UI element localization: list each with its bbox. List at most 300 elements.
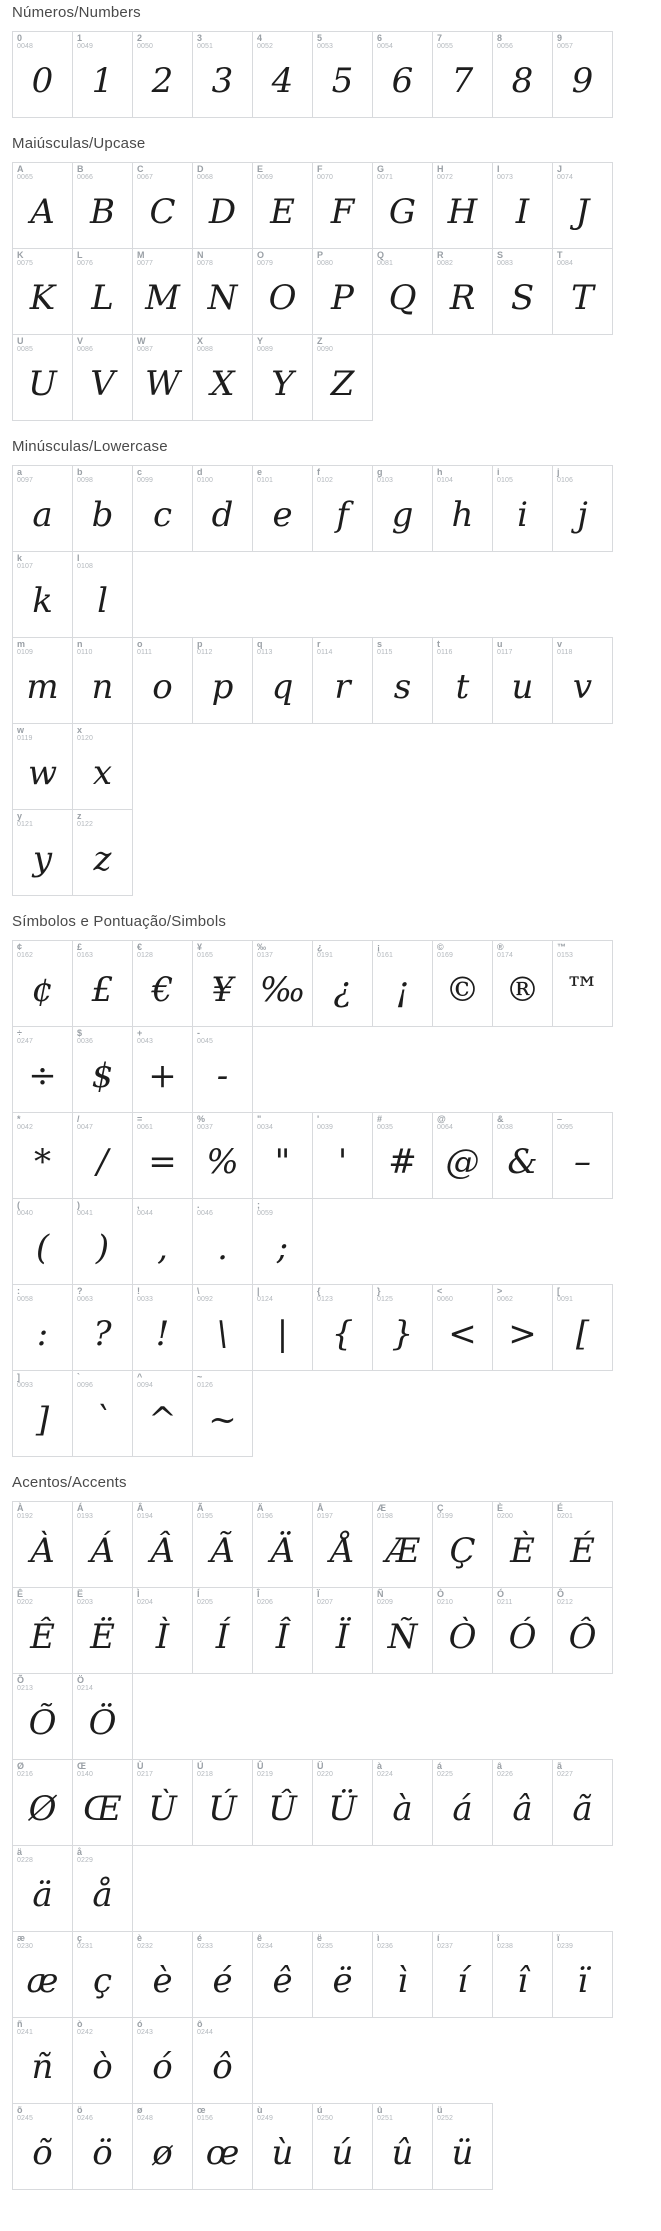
glyph-code-label: 0233 [197, 1943, 213, 1951]
glyph-cell[interactable] [252, 1112, 313, 1199]
glyph-character-label: ® [497, 942, 504, 952]
glyph-cell[interactable] [132, 248, 193, 335]
glyph-cell[interactable] [132, 334, 193, 421]
glyph-code-label: 0069 [257, 174, 273, 182]
glyph-character-label: Y [257, 336, 264, 346]
glyph-preview: v [572, 666, 593, 707]
glyph-cell[interactable] [252, 31, 313, 118]
glyph-code-label: 0095 [557, 1124, 573, 1132]
glyph-meta [17, 1201, 33, 1218]
glyph-preview: / [96, 1141, 109, 1182]
glyph-preview: P [331, 277, 354, 318]
glyph-cell[interactable] [132, 1370, 193, 1457]
glyph-meta [377, 1115, 393, 1132]
glyph-cell[interactable] [72, 31, 133, 118]
glyph-code-label: 0249 [257, 2115, 273, 2123]
sections-container [0, 4, 661, 2189]
glyph-cell[interactable] [252, 1501, 313, 1588]
glyph-cell[interactable] [432, 465, 493, 552]
glyph-cell[interactable] [12, 2103, 73, 2190]
glyph-cell[interactable] [552, 1759, 613, 1846]
glyph-cell[interactable] [312, 1759, 373, 1846]
glyph-meta [77, 943, 93, 960]
glyph-cell[interactable] [492, 162, 553, 249]
glyph-cell[interactable] [372, 1284, 433, 1371]
glyph-meta [437, 1504, 453, 1521]
glyph-meta [17, 337, 33, 354]
glyph-cell[interactable] [252, 248, 313, 335]
glyph-cell[interactable] [552, 1931, 613, 2018]
glyph-row [12, 940, 649, 1112]
glyph-character-label: à [377, 1761, 383, 1771]
glyph-cell[interactable] [192, 334, 253, 421]
glyph-cell[interactable] [72, 1931, 133, 2018]
glyph-cell[interactable] [372, 940, 433, 1027]
glyph-cell[interactable] [12, 551, 73, 638]
glyph-cell[interactable] [372, 1587, 433, 1674]
glyph-meta [317, 1934, 333, 1951]
glyph-character-label: å [77, 1847, 83, 1857]
glyph-cell[interactable] [192, 1026, 253, 1113]
glyph-cell[interactable] [192, 1501, 253, 1588]
glyph-meta [197, 1590, 213, 1607]
glyph-code-label: 0108 [77, 563, 93, 571]
glyph-cell[interactable] [372, 162, 433, 249]
glyph-cell[interactable] [12, 1198, 73, 1285]
glyph-cell[interactable] [492, 1501, 553, 1588]
glyph-preview: À [30, 1530, 55, 1571]
glyph-meta [137, 34, 153, 51]
glyph-code-label: 0113 [257, 649, 273, 657]
glyph-character-label: Ú [197, 1761, 204, 1771]
glyph-cell[interactable] [432, 1501, 493, 1588]
glyph-cell[interactable] [72, 1501, 133, 1588]
glyph-character-label: Î [257, 1589, 260, 1599]
glyph-cell[interactable] [492, 31, 553, 118]
glyph-character-label: b [77, 467, 83, 477]
glyph-cell[interactable] [552, 637, 613, 724]
glyph-cell[interactable] [72, 2017, 133, 2104]
glyph-cell[interactable] [492, 637, 553, 724]
glyph-code-label: 0128 [137, 952, 153, 960]
glyph-cell[interactable] [432, 1112, 493, 1199]
glyph-cell[interactable] [12, 465, 73, 552]
glyph-cell[interactable] [72, 1026, 133, 1113]
glyph-character-label: : [17, 1286, 21, 1296]
glyph-cell[interactable] [312, 940, 373, 1027]
glyph-cell[interactable] [12, 1501, 73, 1588]
glyph-character-label: r [317, 639, 321, 649]
glyph-character-label: ò [77, 2019, 83, 2029]
glyph-cell[interactable] [72, 1284, 133, 1371]
glyph-meta [317, 640, 332, 657]
glyph-cell[interactable] [72, 809, 133, 896]
glyph-cell[interactable] [132, 1284, 193, 1371]
glyph-cell[interactable] [132, 1501, 193, 1588]
glyph-cell[interactable] [12, 1284, 73, 1371]
glyph-cell[interactable] [132, 31, 193, 118]
glyph-cell[interactable] [552, 31, 613, 118]
glyph-cell[interactable] [312, 1284, 373, 1371]
glyph-meta [557, 1590, 573, 1607]
glyph-meta [17, 1762, 33, 1779]
glyph-preview: y [32, 838, 53, 879]
glyph-cell[interactable] [372, 2103, 433, 2190]
glyph-cell[interactable] [432, 162, 493, 249]
glyph-preview: Z [330, 363, 355, 404]
glyph-preview: Ü [328, 1788, 357, 1829]
glyph-preview: H [447, 191, 478, 232]
glyph-preview: à [392, 1788, 413, 1829]
glyph-preview: < [448, 1313, 477, 1354]
glyph-cell[interactable] [12, 1673, 73, 1760]
glyph-preview: \ [216, 1313, 229, 1354]
glyph-character-label: V [77, 336, 84, 346]
glyph-cell[interactable] [192, 637, 253, 724]
glyph-preview: & [507, 1141, 538, 1182]
glyph-code-label: 0202 [17, 1599, 33, 1607]
glyph-cell[interactable] [192, 1112, 253, 1199]
glyph-cell[interactable] [132, 1759, 193, 1846]
glyph-cell[interactable] [72, 1198, 133, 1285]
glyph-meta [137, 468, 153, 485]
glyph-cell[interactable] [552, 465, 613, 552]
glyph-cell[interactable] [552, 940, 613, 1027]
glyph-character-label: K [17, 250, 24, 260]
glyph-cell[interactable] [132, 1026, 193, 1113]
glyph-cell[interactable] [432, 940, 493, 1027]
glyph-meta [557, 1287, 573, 1304]
glyph-preview: ö [92, 2132, 113, 2173]
glyph-cell[interactable] [132, 2017, 193, 2104]
glyph-cell[interactable] [312, 2103, 373, 2190]
glyph-cell[interactable] [492, 1931, 553, 2018]
glyph-cell[interactable] [372, 248, 433, 335]
glyph-cell[interactable] [132, 162, 193, 249]
glyph-cell[interactable] [72, 1112, 133, 1199]
glyph-cell[interactable] [132, 637, 193, 724]
glyph-cell[interactable] [372, 1501, 433, 1588]
glyph-preview: ü [451, 2132, 474, 2173]
glyph-code-label: 0041 [77, 1210, 93, 1218]
glyph-cell[interactable] [252, 1931, 313, 2018]
glyph-cell[interactable] [132, 1931, 193, 2018]
glyph-cell[interactable] [12, 940, 73, 1027]
glyph-cell[interactable] [252, 1198, 313, 1285]
glyph-cell[interactable] [192, 940, 253, 1027]
glyph-cell[interactable] [132, 1112, 193, 1199]
glyph-cell[interactable] [12, 31, 73, 118]
glyph-preview: M [145, 277, 180, 318]
glyph-meta [257, 1934, 273, 1951]
glyph-cell[interactable] [312, 162, 373, 249]
glyph-cell[interactable] [552, 1112, 613, 1199]
glyph-code-label: 0126 [197, 1382, 213, 1390]
glyph-cell[interactable] [12, 1112, 73, 1199]
glyph-character-label: Ó [497, 1589, 505, 1599]
glyph-preview: € [151, 969, 174, 1010]
glyph-code-label: 0123 [317, 1296, 333, 1304]
glyph-cell[interactable] [192, 1284, 253, 1371]
glyph-meta [77, 251, 93, 268]
glyph-meta [317, 337, 333, 354]
glyph-meta [317, 34, 333, 51]
glyph-cell[interactable] [12, 162, 73, 249]
glyph-cell[interactable] [132, 940, 193, 1027]
glyph-code-label: 0227 [557, 1771, 573, 1779]
glyph-meta [17, 1115, 33, 1132]
glyph-cell[interactable] [252, 465, 313, 552]
glyph-cell[interactable] [252, 334, 313, 421]
glyph-cell[interactable] [132, 1198, 193, 1285]
glyph-cell[interactable] [312, 1501, 373, 1588]
glyph-cell[interactable] [132, 1587, 193, 1674]
glyph-code-label: 0199 [437, 1513, 453, 1521]
glyph-cell[interactable] [372, 1759, 433, 1846]
glyph-cell[interactable] [492, 465, 553, 552]
glyph-cell[interactable] [372, 1931, 433, 2018]
glyph-meta [317, 251, 333, 268]
glyph-cell[interactable] [492, 940, 553, 1027]
glyph-preview: : [36, 1313, 49, 1354]
glyph-cell[interactable] [552, 248, 613, 335]
glyph-cell[interactable] [72, 1673, 133, 1760]
glyph-row [12, 334, 649, 420]
glyph-cell[interactable] [432, 1284, 493, 1371]
glyph-cell[interactable] [252, 2103, 313, 2190]
glyph-cell[interactable] [132, 2103, 193, 2190]
glyph-meta [17, 812, 33, 829]
glyph-cell[interactable] [312, 1931, 373, 2018]
glyph-code-label: 0118 [557, 649, 573, 657]
glyph-meta [17, 165, 33, 182]
glyph-cell[interactable] [72, 248, 133, 335]
glyph-character-label: ~ [197, 1372, 203, 1382]
glyph-cell[interactable] [12, 809, 73, 896]
glyph-cell[interactable] [312, 334, 373, 421]
glyph-code-label: 0075 [17, 260, 33, 268]
glyph-cell[interactable] [192, 2103, 253, 2190]
glyph-cell[interactable] [552, 1284, 613, 1371]
glyph-cell[interactable] [72, 637, 133, 724]
glyph-code-label: 0218 [197, 1771, 213, 1779]
glyph-cell[interactable] [432, 1931, 493, 2018]
glyph-cell[interactable] [192, 465, 253, 552]
glyph-preview: = [148, 1141, 177, 1182]
glyph-character-label: v [557, 639, 563, 649]
glyph-meta [437, 34, 453, 51]
glyph-character-label: £ [77, 942, 83, 952]
glyph-cell[interactable] [432, 31, 493, 118]
glyph-cell[interactable] [252, 1759, 313, 1846]
glyph-cell[interactable] [192, 2017, 253, 2104]
glyph-cell[interactable] [312, 248, 373, 335]
glyph-meta [437, 251, 453, 268]
glyph-cell[interactable] [312, 1112, 373, 1199]
glyph-cell[interactable] [492, 1284, 553, 1371]
glyph-meta [557, 165, 573, 182]
glyph-meta [257, 1762, 273, 1779]
glyph-code-label: 0209 [377, 1599, 393, 1607]
glyph-character-label: w [17, 725, 25, 735]
glyph-meta [17, 2106, 33, 2123]
glyph-cell[interactable] [372, 31, 433, 118]
glyph-cell[interactable] [192, 162, 253, 249]
glyph-preview: z [93, 838, 112, 879]
glyph-cell[interactable] [12, 248, 73, 335]
glyph-cell[interactable] [312, 1587, 373, 1674]
glyph-meta [317, 1504, 333, 1521]
glyph-code-label: 0206 [257, 1599, 273, 1607]
glyph-cell[interactable] [72, 1759, 133, 1846]
glyph-preview: ] [35, 1399, 50, 1440]
glyph-cell[interactable] [492, 248, 553, 335]
glyph-meta [17, 726, 32, 743]
glyph-cell[interactable] [12, 1587, 73, 1674]
glyph-preview: ` [94, 1399, 111, 1440]
glyph-cell[interactable] [192, 1198, 253, 1285]
glyph-preview: ô [212, 2046, 233, 2087]
glyph-character-label: ï [557, 1933, 560, 1943]
glyph-cell[interactable] [432, 248, 493, 335]
glyph-code-label: 0162 [17, 952, 33, 960]
glyph-cell[interactable] [312, 637, 373, 724]
glyph-meta [137, 1934, 153, 1951]
glyph-cell[interactable] [312, 31, 373, 118]
glyph-character-label: z [77, 811, 82, 821]
glyph-cell[interactable] [252, 1284, 313, 1371]
glyph-cell[interactable] [252, 1587, 313, 1674]
glyph-meta [77, 165, 93, 182]
glyph-meta [497, 1762, 513, 1779]
glyph-character-label: p [197, 639, 203, 649]
glyph-code-label: 0049 [77, 43, 93, 51]
glyph-cell[interactable] [12, 1026, 73, 1113]
glyph-character-label: ø [137, 2105, 143, 2115]
glyph-cell[interactable] [192, 1759, 253, 1846]
glyph-code-label: 0052 [257, 43, 273, 51]
glyph-character-label: Ä [257, 1503, 264, 1513]
glyph-character-label: < [437, 1286, 443, 1296]
glyph-cell[interactable] [12, 637, 73, 724]
glyph-row [12, 2103, 649, 2189]
glyph-code-label: 0252 [437, 2115, 453, 2123]
glyph-code-label: 0217 [137, 1771, 153, 1779]
glyph-meta [437, 640, 452, 657]
glyph-cell[interactable] [192, 248, 253, 335]
glyph-cell[interactable] [192, 31, 253, 118]
glyph-cell[interactable] [72, 1587, 133, 1674]
glyph-cell[interactable] [12, 1931, 73, 2018]
glyph-character-label: È [497, 1503, 504, 1513]
glyph-character-label: ] [17, 1372, 21, 1382]
glyph-cell[interactable] [252, 940, 313, 1027]
glyph-code-label: 0114 [317, 649, 333, 657]
glyph-cell[interactable] [12, 334, 73, 421]
glyph-character-label: u [497, 639, 503, 649]
glyph-cell[interactable] [372, 637, 433, 724]
glyph-cell[interactable] [12, 723, 73, 810]
glyph-cell[interactable] [372, 1112, 433, 1199]
glyph-code-label: 0245 [17, 2115, 33, 2123]
glyph-cell[interactable] [312, 465, 373, 552]
glyph-cell[interactable] [72, 551, 133, 638]
glyph-meta [17, 34, 33, 51]
glyph-code-label: 0058 [17, 1296, 33, 1304]
glyph-cell[interactable] [72, 465, 133, 552]
glyph-preview: u [511, 666, 534, 707]
glyph-code-label: 0122 [77, 821, 93, 829]
glyph-cell[interactable] [552, 1587, 613, 1674]
glyph-cell[interactable] [252, 162, 313, 249]
glyph-character-label: ñ [17, 2019, 23, 2029]
glyph-cell[interactable] [12, 2017, 73, 2104]
glyph-character-label: q [257, 639, 263, 649]
glyph-code-label: 0055 [437, 43, 453, 51]
glyph-meta [137, 165, 153, 182]
glyph-cell[interactable] [72, 162, 133, 249]
glyph-preview: - [216, 1055, 229, 1096]
glyph-cell[interactable] [192, 1587, 253, 1674]
glyph-character-label: 5 [317, 33, 323, 43]
glyph-cell[interactable] [72, 723, 133, 810]
glyph-cell[interactable] [12, 1845, 73, 1932]
glyph-cell[interactable] [552, 162, 613, 249]
glyph-cell[interactable] [492, 1112, 553, 1199]
glyph-cell[interactable] [432, 2103, 493, 2190]
glyph-meta [317, 2106, 333, 2123]
glyph-cell[interactable] [432, 637, 493, 724]
glyph-preview: Ò [448, 1616, 477, 1657]
glyph-preview: ™ [565, 969, 600, 1010]
section-title: Acentos/Accents [12, 1474, 127, 1491]
glyph-cell[interactable] [252, 637, 313, 724]
glyph-code-label: 0198 [377, 1513, 393, 1521]
glyph-preview: K [29, 277, 56, 318]
glyph-cell[interactable] [12, 1370, 73, 1457]
glyph-cell[interactable] [432, 1587, 493, 1674]
glyph-row [12, 1284, 649, 1456]
glyph-cell[interactable] [432, 1759, 493, 1846]
glyph-cell[interactable] [552, 1501, 613, 1588]
glyph-meta [197, 943, 213, 960]
glyph-cell[interactable] [192, 1931, 253, 2018]
glyph-cell[interactable] [72, 940, 133, 1027]
glyph-preview: á [452, 1788, 473, 1829]
glyph-row [12, 248, 649, 334]
glyph-character-label: P [317, 250, 324, 260]
glyph-cell[interactable] [192, 1370, 253, 1457]
glyph-cell[interactable] [72, 2103, 133, 2190]
glyph-cell[interactable] [372, 465, 433, 552]
glyph-code-label: 0169 [437, 952, 453, 960]
glyph-character-label: ¿ [317, 942, 323, 952]
glyph-character-label: É [557, 1503, 564, 1513]
glyph-cell[interactable] [72, 1845, 133, 1932]
glyph-character-label: Ù [137, 1761, 144, 1771]
glyph-cell[interactable] [492, 1587, 553, 1674]
glyph-meta [437, 2106, 453, 2123]
glyph-meta [137, 1201, 153, 1218]
glyph-cell[interactable] [12, 1759, 73, 1846]
glyph-meta [77, 554, 93, 571]
glyph-cell[interactable] [132, 465, 193, 552]
glyph-preview: 2 [151, 60, 174, 101]
glyph-cell[interactable] [72, 1370, 133, 1457]
glyph-cell[interactable] [492, 1759, 553, 1846]
glyph-code-label: 0210 [437, 1599, 453, 1607]
glyph-cell[interactable] [72, 334, 133, 421]
